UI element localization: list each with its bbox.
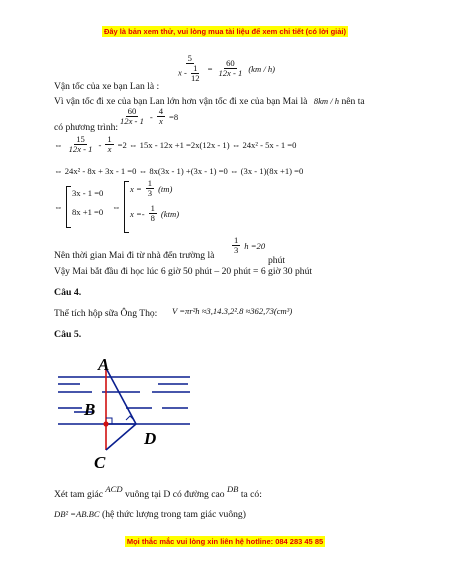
step1-fraction-2: [105, 135, 113, 154]
fraction-denominator: [176, 64, 204, 83]
fraction-denominator: x: [158, 116, 163, 127]
compare-line: [54, 96, 365, 107]
solution-note: (tm): [158, 184, 173, 195]
fraction-numerator: 1: [147, 178, 153, 188]
system-bracket-2: [124, 181, 129, 233]
step1-fraction-1: [67, 135, 95, 154]
fraction-denominator: 8: [150, 213, 155, 224]
fraction-denominator: 12x - 1: [218, 68, 243, 79]
question-4-heading: Câu 4.: [54, 287, 82, 298]
speed-fraction-right: [216, 59, 244, 78]
river-figure: [54, 350, 194, 474]
minus-sign: -: [149, 112, 153, 123]
question-5-heading: Câu 5.: [54, 329, 82, 340]
q5-text-2: [54, 509, 246, 520]
speed-equation: [176, 54, 275, 83]
fraction-denominator: 3: [234, 245, 239, 256]
solution-note: (ktm): [160, 209, 180, 220]
altitude-name: DB: [226, 484, 239, 494]
hotline-banner-text: Mọi thắc mắc vui lòng xin liên hệ hotline: 084 283 45 85: [126, 537, 324, 546]
question-4-formula: V =πr²h ≈3,14.3,2².8 ≈362,73(cm³): [172, 306, 293, 316]
fraction-numerator: 5: [187, 53, 192, 63]
hotline-banner: [0, 537, 450, 546]
system-bracket-1: [66, 186, 71, 228]
label-b: B: [84, 400, 96, 419]
speed-unit: (km / h): [248, 64, 276, 75]
solution-prefix: x =-: [130, 209, 145, 220]
formula-note: (hệ thức lượng trong tam giác vuông): [102, 509, 246, 520]
fraction-numerator: 1: [150, 203, 155, 213]
eq2-fraction-1: [118, 107, 146, 126]
fraction-denominator: x: [107, 144, 112, 155]
eq2-fraction-2: [157, 107, 165, 126]
denominator-x: x -: [178, 67, 187, 78]
time-fraction: [232, 236, 240, 255]
compare-value: 8km / h: [313, 96, 340, 106]
case-2: 8x +1 =0: [72, 207, 104, 217]
solution-1: [130, 179, 172, 198]
minus-sign: -: [98, 140, 102, 151]
fraction-denominator: 12x - 1: [120, 116, 144, 127]
nested-fraction: [189, 64, 202, 83]
label-a: A: [98, 355, 110, 374]
preview-banner: [0, 27, 450, 36]
fraction-denominator: 12x - 1: [68, 144, 93, 155]
time-rest: h =20: [244, 241, 266, 252]
fraction-denominator: 3: [147, 188, 153, 199]
case-1: 3x - 1 =0: [72, 188, 104, 198]
q5-text-mid: vuông tại D có đường cao: [125, 489, 225, 500]
triangle-name: ACD: [105, 484, 123, 494]
label-d: D: [144, 429, 157, 448]
time-expression: [232, 236, 265, 255]
point-b: [103, 421, 108, 426]
fraction-numerator: 60: [127, 106, 137, 116]
step3-arrow-2: ⇔: [112, 202, 121, 212]
preview-banner-text: Đây là bản xem thử, vui lòng mua tài liệu để xem chi tiết (có lời giải): [103, 27, 347, 36]
speed-lan-line: Vận tốc của xe bạn Lan là :: [54, 81, 160, 92]
fraction-numerator: 15: [76, 134, 85, 144]
equals-sign: =: [207, 64, 213, 75]
q5-text-tail: ta có:: [240, 489, 262, 500]
q5-text-1: [54, 484, 262, 500]
main-equation: [118, 107, 178, 126]
solve-step-1: [54, 135, 296, 154]
fraction-numerator: 1: [234, 235, 239, 245]
fraction-numerator: 4: [158, 106, 164, 116]
nested-numerator: 1: [193, 63, 198, 74]
equation-intro: có phương trình:: [54, 122, 119, 133]
step3-arrow-1: ⇔: [54, 202, 63, 212]
solve-step-2: ⇔ 24x² - 8x + 3x - 1 =0 ⇔ 8x(3x - 1) +(3x - 1) =0 ⇔ (3x - 1)(8x +1) =0: [54, 166, 304, 176]
nested-denominator: 12: [190, 73, 200, 84]
compare-text: Vì vận tốc đi xe của bạn Lan lớn hơn vận tốc đi xe của bạn Mai là: [54, 96, 308, 107]
solution-prefix: x =: [130, 184, 142, 195]
compare-tail: nên ta: [341, 96, 365, 107]
question-4-text: Thể tích hộp sữa Ông Thọ:: [54, 308, 158, 319]
segment-cd: [106, 424, 136, 450]
altitude-formula: DB² =AB.BC: [54, 509, 100, 519]
fraction-numerator: 1: [107, 134, 112, 144]
fraction-numerator: 60: [226, 58, 235, 68]
equivalence-arrow: ⇔: [54, 140, 63, 151]
solution-2: [130, 204, 179, 223]
speed-fraction-left: [176, 54, 204, 83]
solution-fraction: [149, 204, 157, 223]
solution-fraction: [146, 179, 154, 198]
label-c: C: [94, 453, 106, 472]
time-unit: phút: [268, 255, 286, 266]
depart-line: Vậy Mai bắt đầu đi học lúc 6 giờ 50 phút – 20 phút = 6 giờ 30 phút: [54, 266, 313, 277]
equation-rhs: =8: [169, 112, 179, 123]
step1-rest: =2 ⇔ 15x - 12x +1 =2x(12x - 1) ⇔ 24x² - 5x - 1 =0: [117, 140, 297, 151]
time-line: Nên thời gian Mai đi từ nhà đến trường là: [54, 250, 215, 261]
q5-text-prefix: Xét tam giác: [54, 489, 104, 500]
